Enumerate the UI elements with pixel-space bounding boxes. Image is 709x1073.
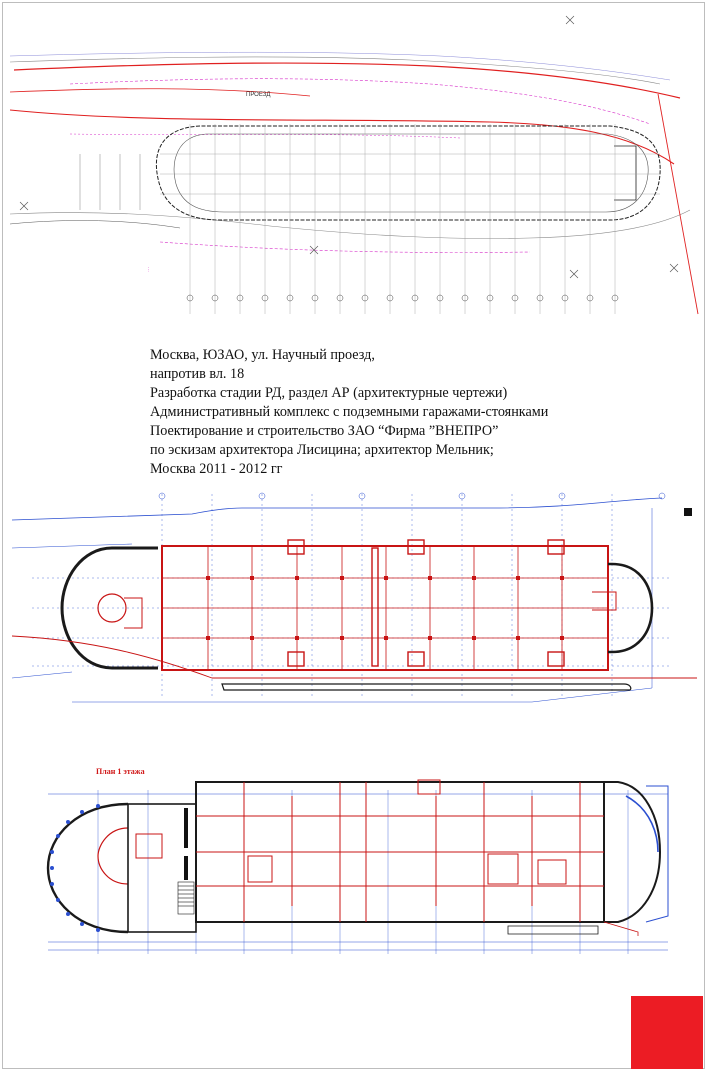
accent-corner-block: [631, 996, 703, 1069]
floor1-plan-drawing: [38, 756, 678, 966]
floor1-title: План 1 этажа: [96, 767, 145, 776]
caption-line-years: Москва 2011 - 2012 гг: [150, 461, 283, 477]
caption-line-company: Поектирование и строительство ЗАО “Фирма ”ВНЕПРО”: [150, 423, 499, 439]
project-caption: [150, 346, 670, 479]
site-plan-drawing: [10, 14, 699, 324]
caption-line-location: напротив вл. 18: [150, 366, 245, 382]
caption-line-building: Административный комплекс с подземными гаражами-стоянками: [150, 404, 549, 420]
basement-plan-drawing: [12, 488, 697, 710]
caption-line-stage: Разработка стадии РД, раздел АР (архитектурные чертежи): [150, 385, 508, 401]
caption-line-architects: по эскизам архитектора Лисицина; архитектор Мельник;: [150, 442, 494, 458]
svg-text:···: ···: [146, 267, 152, 272]
caption-line-address: Москва, ЮЗАО, ул. Научный проезд,: [150, 347, 375, 363]
road-label: ПРОЕЗД: [246, 92, 271, 98]
